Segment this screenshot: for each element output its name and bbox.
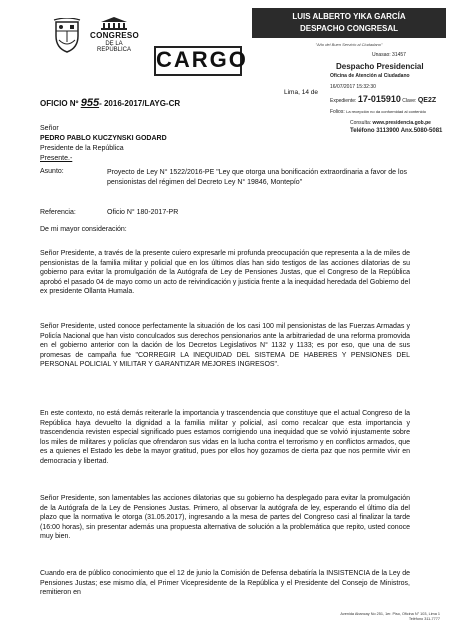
stamp-top-number: Unasao: 31457 — [372, 52, 406, 58]
folios-label: Folios: — [330, 109, 345, 116]
recipient-name: PEDRO PABLO KUCZYNSKI GODARD — [40, 135, 167, 142]
body-paragraph: Señor Presidente, a través de la presente cuiero expresarle mi profunda preocupación que representa a la de miles de pensionistas de la familia militar y policial que en los últimos días han sido testigos de las acciones dilatorias de su gobierno para evitar la promulgación de la Autógrafa de Ley de Pensiones Justas, que el Congreso de la República aprobó el pasado 04 de mayo como un acto de reivindicación y justicia frente a la inequidad heredada del Gobierno del ex presidente Ollanta Humala. — [40, 250, 410, 295]
stamp-note: La recepción no da conformidad al contenido — [346, 109, 426, 115]
stamp-area: Oficina de Atención al Ciudadano — [330, 72, 410, 79]
decade-motto: "Año del Buen Servicio al Ciudadano" — [315, 42, 383, 47]
institution-line3: REPÚBLICA — [96, 46, 131, 53]
footer-address: Avenida Abancay No 251, 1er. Piso, Oficina N° 103, Lima 1 — [340, 612, 440, 616]
expediente-label: Expediente: — [330, 98, 357, 105]
referencia-text: Oficio N° 180-2017-PR — [107, 209, 179, 216]
congreso-logo — [90, 16, 138, 53]
institution-line2: DE LA — [105, 40, 123, 47]
oficio-handwritten-number: 955 — [80, 97, 100, 109]
oficio-suffix: - 2016-2017/LAYG-CR — [99, 99, 181, 108]
letterhead-banner — [252, 8, 446, 38]
cargo-stamp: CARGO — [154, 46, 242, 76]
body-paragraph: Señor Presidente, son lamentables las acciones dilatorias que su gobierno ha desplegado para evitar la promulgación de la Autógrafa de la Ley de Pensiones Justas. Primero, al observar la autógrafa de ley, esperando el último día del plazo que la normativa le otorga (31.05.2017), ingresando a la mesa de partes del Congreso casi al finalizar la tarde (16:00 horas), sin presentar además una propuesta alternativa de solución a la problemática que repito, usted conoce muy bien. — [40, 495, 410, 540]
asunto-label: Asunto: — [40, 168, 64, 175]
recipient-title: Presidente de la República — [40, 145, 124, 152]
stamp-datetime: 16/07/2017 15:32:30 — [330, 84, 376, 91]
institution-line1: CONGRESO — [90, 31, 140, 41]
greeting: De mi mayor consideración: — [40, 226, 127, 233]
body-paragraph: Cuando era de público conocimiento que el 12 de junio la Comisión de Defensa debatiría la INSISTENCIA de la Ley de Pensiones Justas; ese mismo día, el Primer Vicepresidente de la República y el Presidente del Consejo de Ministros, remitieron en — [40, 570, 410, 596]
expediente-value: 17-015910 — [357, 94, 401, 105]
referencia-label: Referencia: — [40, 209, 76, 216]
recipient-present: Presente.- — [40, 155, 73, 162]
recipient-block — [40, 124, 167, 164]
page-footer — [330, 612, 440, 622]
coat-of-arms-icon — [52, 18, 82, 54]
header-name: LUIS ALBERTO YIKA GARCÍA — [292, 12, 406, 21]
recipient-salutation: Señor — [40, 125, 59, 132]
web-label: Consulta: — [350, 120, 372, 127]
place-date: Lima, 14 de — [284, 89, 318, 96]
header-office: DESPACHO CONGRESAL — [299, 24, 399, 33]
asunto-text: Proyecto de Ley N° 1522/2016-PE "Ley que otorga una bonificación extraordinaria a favor de los pensionistas del régimen del Decreto Ley N° 19846, Montepío" — [107, 169, 407, 186]
web-value: www.presidencia.gob.pe — [372, 120, 431, 127]
clave-value: QE2Z — [417, 97, 437, 105]
body-paragraph: Señor Presidente, usted conoce perfectamente la situación de los casi 100 mil pensionistas de las Fuerzas Armadas y Policía Nacional que han visto conculcados sus derechos pensionarios ante la arbitrariedad de una reforma promovida en el gobierno anterior con la dación de los Decretos Legislativos N° 1132 y 1133; es por eso, que una de sus promesas de campaña fue "CORREGIR LA INEQUIDAD DEL SISTEMA DE HABERES Y PENSIONES DEL PERSONAL POLICIAL Y MILITAR Y GARANTIZAR MEJORES INGRESOS". — [40, 323, 410, 368]
clave-label: Clave: — [402, 98, 417, 105]
body-paragraph: En este contexto, no está demás reiterarle la importancia y trascendencia que constituye que el actual Congreso de la República haya devuelto la dignidad a la familia militar y policial, así como recalcar que esta importancia y trascendencia revisten especial significado pues estamos corrigiendo una inequidad que se volvió injustamente sobre los miles de militares y policías que ofrendaron sus vidas en la lucha contra el terrorismo y en conflictos armados, que es a quienes el Estado les debe la mayor gratitud, pues por ellos hoy gozamos de cierta paz que nos permite vivir en democracia y libertad. — [40, 410, 410, 465]
oficio-number — [40, 97, 180, 109]
stamp-office: Despacho Presidencial — [336, 61, 424, 71]
stamp-phone: Teléfono 3113900 Anx.5080-5081 — [350, 127, 443, 134]
reception-stamp — [330, 52, 448, 144]
footer-phone: Teléfono 311-7777 — [408, 617, 440, 621]
congress-building-icon — [99, 16, 129, 30]
oficio-prefix: OFICIO Nº — [40, 99, 79, 108]
